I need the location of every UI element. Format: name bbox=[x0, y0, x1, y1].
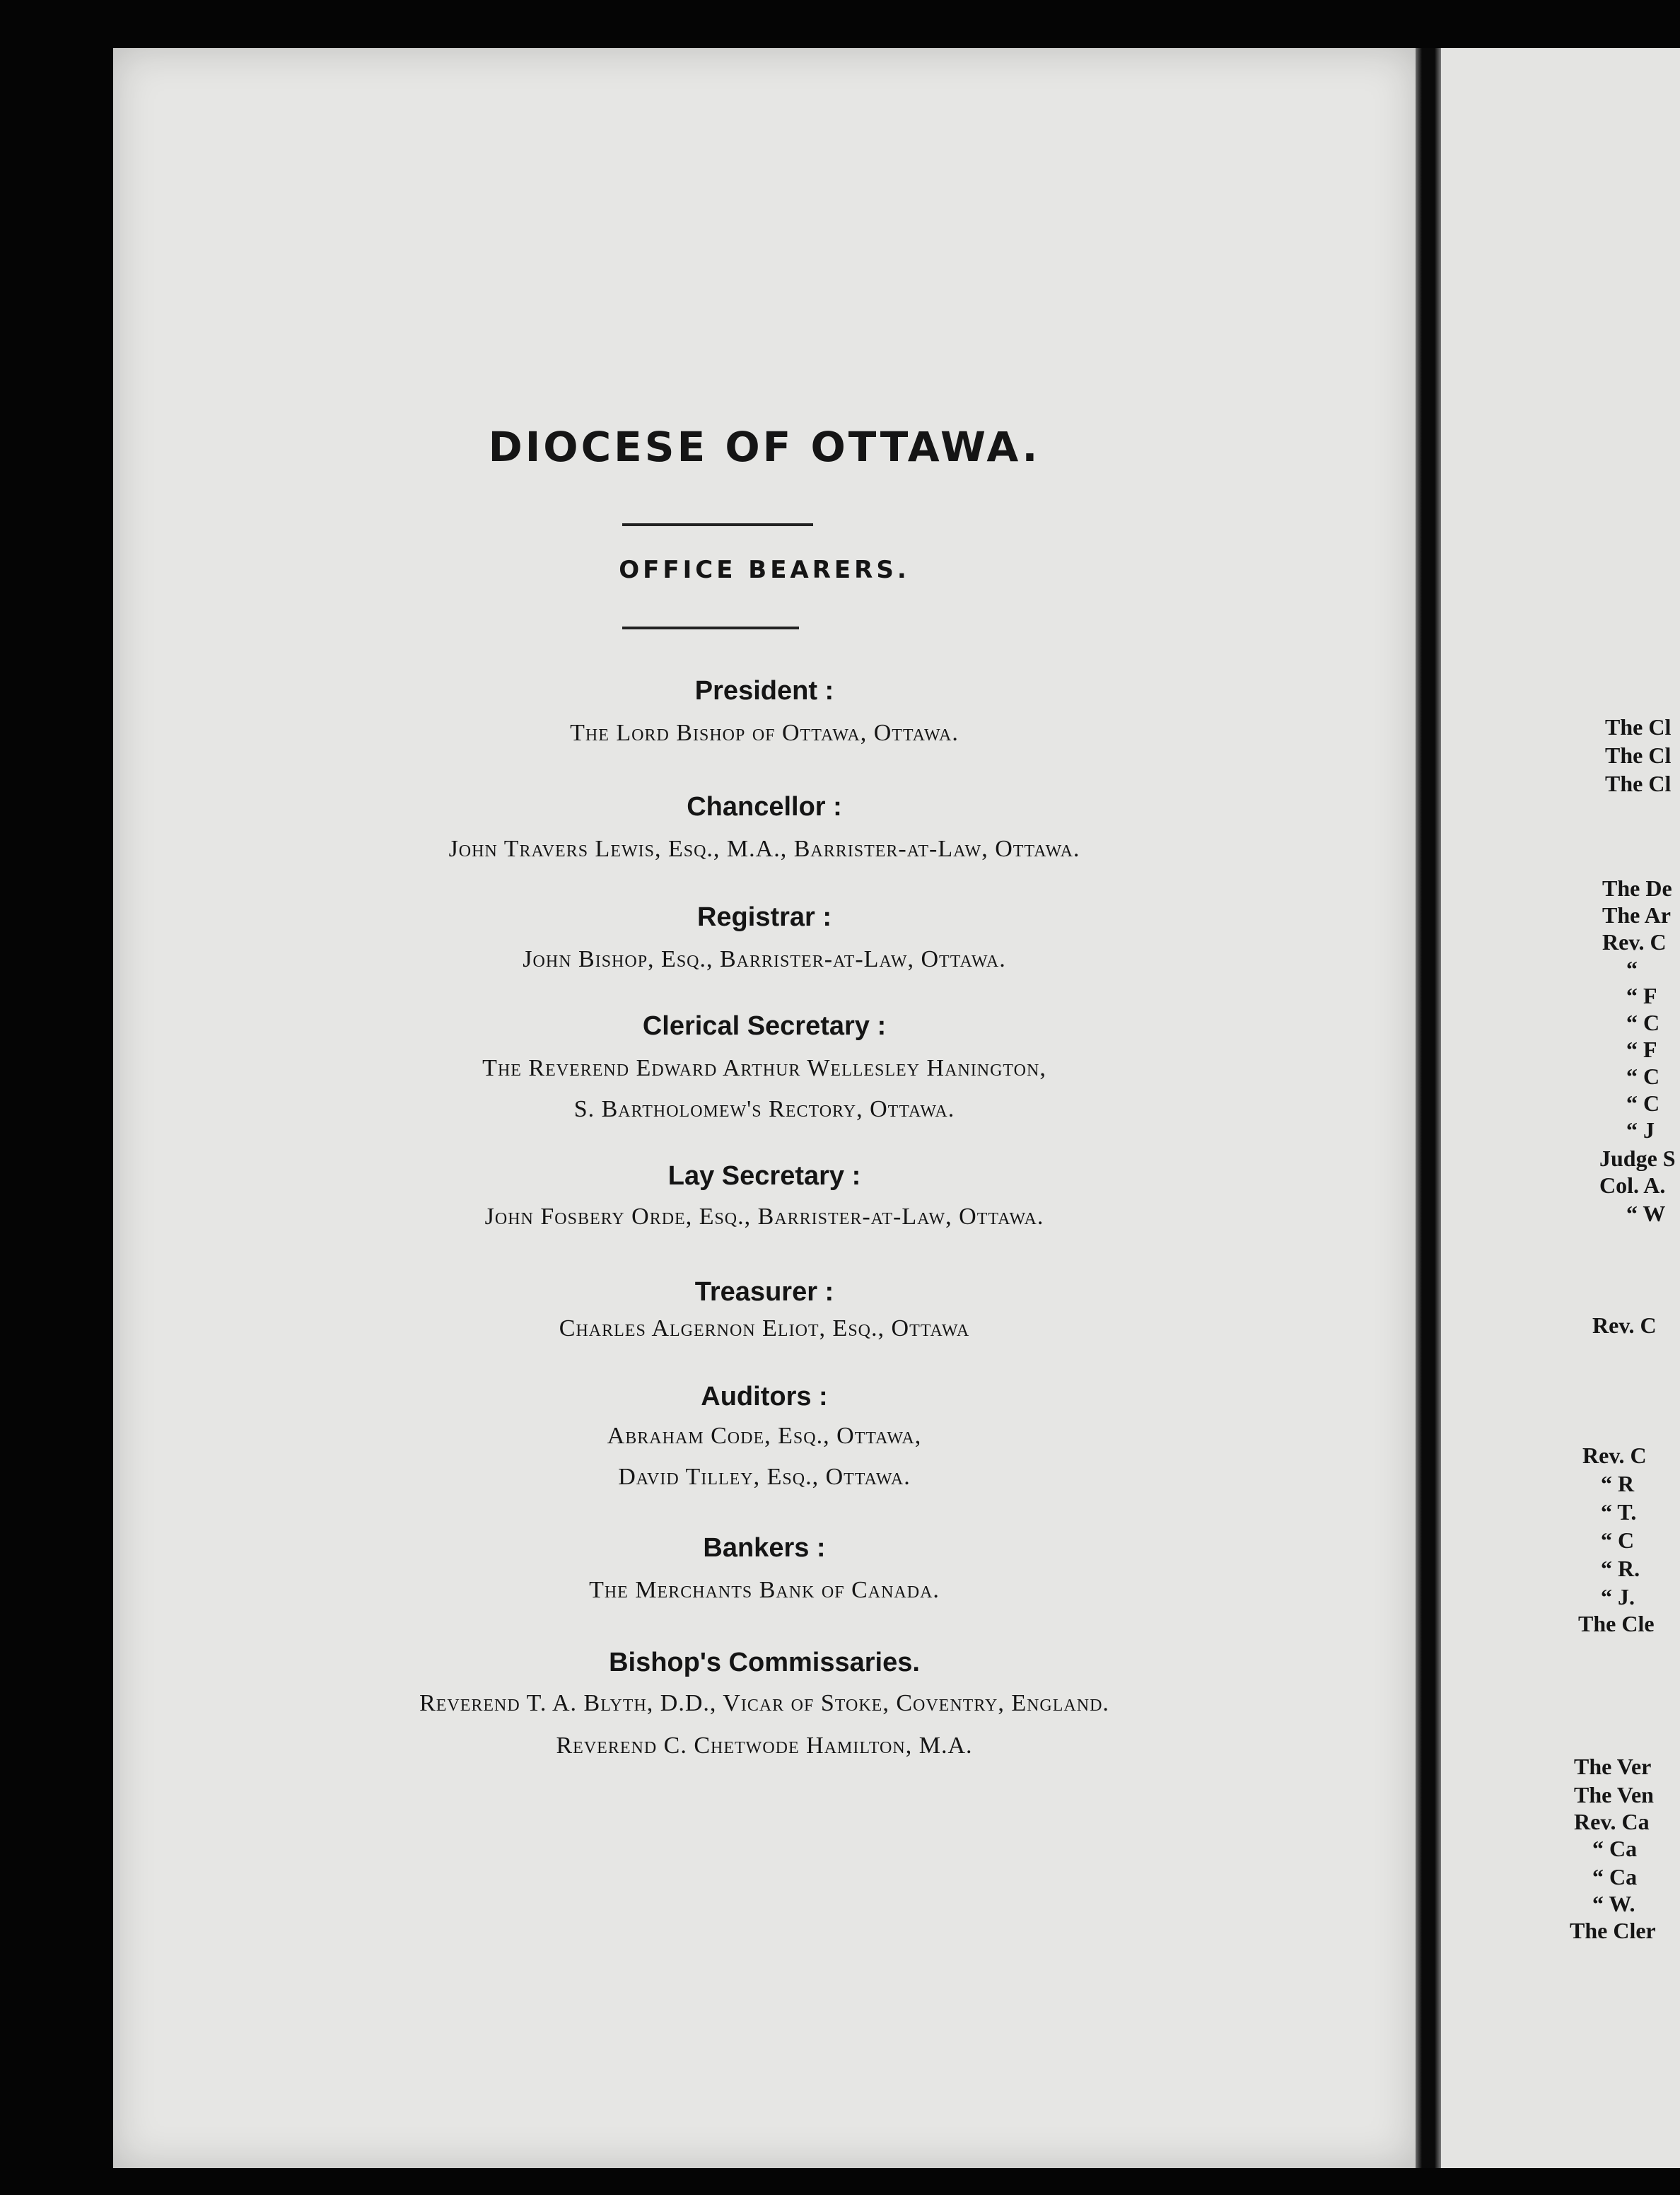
right-page-line: “ Ca bbox=[1592, 1864, 1638, 1890]
left-page bbox=[113, 48, 1416, 2168]
right-page-line: “ F bbox=[1626, 1037, 1657, 1062]
right-page-line: Judge S bbox=[1599, 1146, 1676, 1171]
right-page-line: Rev. C bbox=[1582, 1443, 1647, 1468]
auditor-line-2: David Tilley, Esq., Ottawa. bbox=[618, 1464, 911, 1490]
right-page-line: “ C bbox=[1601, 1527, 1635, 1553]
subtitle-divider bbox=[622, 627, 799, 629]
right-page-line: The Cl bbox=[1605, 714, 1672, 740]
right-page-line: “ J bbox=[1626, 1117, 1655, 1143]
right-page-line: “ Ca bbox=[1592, 1836, 1638, 1861]
section-heading-president: President : bbox=[694, 676, 834, 706]
clerical-secretary-line-2: S. Bartholomew's Rectory, Ottawa. bbox=[573, 1096, 955, 1122]
section-heading-bankers: Bankers : bbox=[703, 1533, 826, 1563]
section-heading-treasurer: Treasurer : bbox=[694, 1277, 834, 1307]
right-page-line: “ W. bbox=[1592, 1891, 1635, 1916]
right-page-line: The Cl bbox=[1605, 743, 1672, 768]
right-page-line: “ F bbox=[1626, 983, 1657, 1008]
section-heading-commissaries: Bishop's Commissaries. bbox=[609, 1648, 920, 1677]
right-page-line: Col. A. bbox=[1599, 1172, 1666, 1198]
section-heading-clerical-secretary: Clerical Secretary : bbox=[642, 1011, 887, 1041]
right-page-line: The Ven bbox=[1574, 1782, 1654, 1807]
president-line: The Lord Bishop of Ottawa, Ottawa. bbox=[570, 720, 959, 746]
treasurer-line: Charles Algernon Eliot, Esq., Ottawa bbox=[559, 1315, 970, 1341]
right-page-line: “ W bbox=[1626, 1201, 1666, 1226]
right-page-line: The Ver bbox=[1574, 1754, 1652, 1779]
page-subtitle: OFFICE BEARERS. bbox=[619, 556, 910, 584]
clerical-secretary-line-1: The Reverend Edward Arthur Wellesley Hanington, bbox=[482, 1055, 1046, 1081]
section-heading-registrar: Registrar : bbox=[696, 902, 832, 932]
right-page-line: “ T. bbox=[1601, 1499, 1637, 1525]
section-heading-lay-secretary: Lay Secretary : bbox=[667, 1161, 861, 1191]
right-page-line: “ C bbox=[1626, 1064, 1660, 1089]
section-heading-auditors: Auditors : bbox=[701, 1382, 828, 1411]
commissary-line-2: Reverend C. Chetwode Hamilton, M.A. bbox=[556, 1733, 973, 1759]
book-gutter bbox=[1416, 48, 1441, 2168]
right-page-line: The Cl bbox=[1605, 771, 1672, 796]
right-page-line: Rev. Ca bbox=[1574, 1809, 1650, 1834]
right-page-line: “ R bbox=[1601, 1471, 1635, 1496]
commissary-line-1: Reverend T. A. Blyth, D.D., Vicar of Stoke, Coventry, England. bbox=[419, 1690, 1109, 1716]
right-page-line: Rev. C bbox=[1592, 1312, 1657, 1338]
right-page-line: “ R. bbox=[1601, 1556, 1640, 1581]
page-title: DIOCESE OF OTTAWA. bbox=[488, 423, 1041, 471]
right-page-line: “ C bbox=[1626, 1090, 1660, 1116]
chancellor-line: John Travers Lewis, Esq., M.A., Barrister-at-Law, Ottawa. bbox=[448, 836, 1080, 862]
lay-secretary-line: John Fosbery Orde, Esq., Barrister-at-Law, Ottawa. bbox=[484, 1204, 1044, 1230]
right-page-line: “ bbox=[1626, 956, 1638, 982]
right-page-line: The Cler bbox=[1570, 1918, 1656, 1943]
auditor-line-1: Abraham Code, Esq., Ottawa, bbox=[607, 1423, 922, 1449]
section-heading-chancellor: Chancellor : bbox=[687, 792, 842, 822]
right-page-line: The Ar bbox=[1602, 902, 1671, 928]
right-page-line: The Cle bbox=[1578, 1611, 1655, 1636]
title-divider bbox=[622, 523, 813, 526]
right-page-line: The De bbox=[1602, 875, 1672, 901]
right-page-partial bbox=[1441, 48, 1680, 2168]
bankers-line: The Merchants Bank of Canada. bbox=[589, 1577, 940, 1603]
right-page-line: “ J. bbox=[1601, 1584, 1635, 1609]
right-page-line: Rev. C bbox=[1602, 929, 1667, 955]
right-page-line: “ C bbox=[1626, 1010, 1660, 1035]
registrar-line: John Bishop, Esq., Barrister-at-Law, Ottawa. bbox=[523, 946, 1006, 972]
